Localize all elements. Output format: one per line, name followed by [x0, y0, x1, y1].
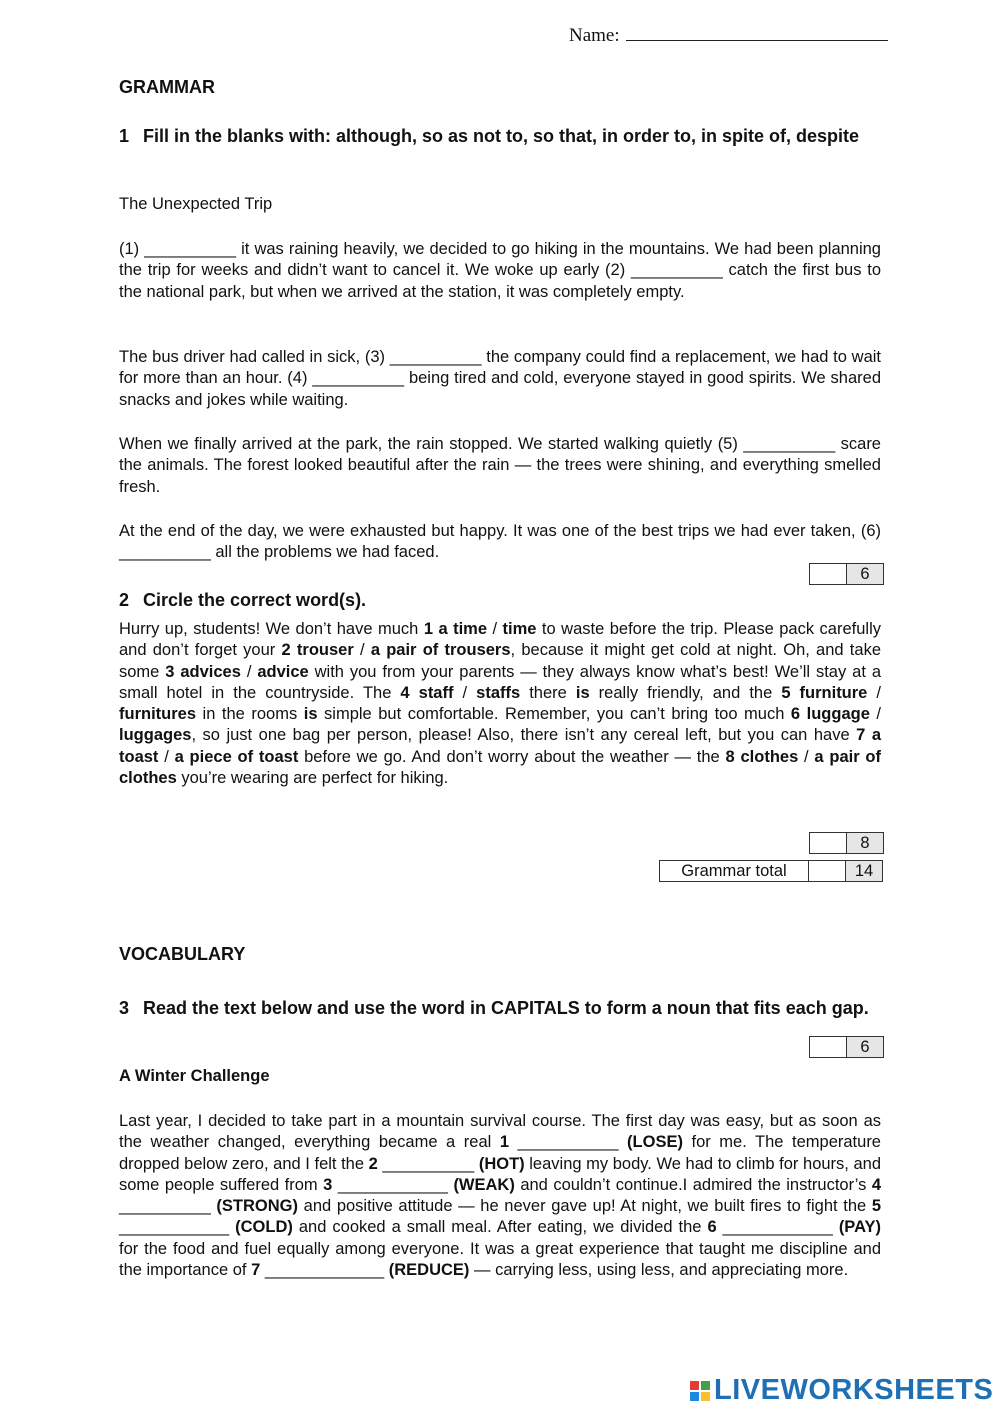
passage-text: / [869, 705, 882, 724]
task-number: 3 [119, 998, 130, 1018]
task-1-instruction [119, 124, 881, 149]
task-2-instruction [119, 588, 881, 613]
grammar-heading: GRAMMAR [119, 77, 215, 97]
task-2-score-box [809, 832, 884, 854]
option-6a[interactable]: 6 luggage [790, 705, 870, 724]
gap-number: 1 [499, 1133, 510, 1152]
paragraph-4: At the end of the day, we were exhausted but happy. It was one of the best trips we had ever taken, (6) __________ all the problems we had faced. [119, 522, 881, 562]
passage-text: to waste before the trip. Please pack carefully and don’t forget your [119, 620, 881, 660]
capital-word: (HOT) [478, 1154, 525, 1173]
story-title: A Winter Challenge [119, 1067, 270, 1085]
grammar-total-box [659, 860, 883, 882]
gap-1[interactable]: ___________ [509, 1133, 628, 1152]
passage-text: / [867, 683, 882, 702]
option-4a[interactable]: 4 staff [400, 683, 454, 702]
grammar-total-label: Grammar total [660, 861, 809, 881]
gap-2[interactable]: __________ [377, 1154, 479, 1173]
passage-text: there [520, 683, 576, 702]
gap-number: 3 [323, 1175, 333, 1194]
passage-text: leaving my body. We had to climb for hours, and some people suffered from [119, 1154, 882, 1194]
option-8a[interactable]: 8 clothes [725, 747, 799, 766]
passage-text: simple but comfortable. Remember, you can’t bring too much [317, 705, 791, 724]
task-text: Circle the correct word(s). [143, 590, 367, 610]
task-number: 1 [119, 126, 130, 146]
capital-word: (PAY) [838, 1218, 881, 1237]
passage-text: Hurry up, students! We don’t have much [119, 620, 424, 638]
option-5b[interactable]: furnitures [119, 705, 197, 724]
passage-text: with you from your parents — they always know what’s best! We’ll stay at a small hotel in the countryside. The [119, 662, 881, 702]
gap-number: 2 [368, 1154, 378, 1173]
gap-number: 4 [871, 1175, 881, 1194]
passage-text: / [158, 747, 175, 766]
passage-text: / [353, 641, 371, 660]
score-entry[interactable] [810, 833, 847, 853]
passage-text: / [798, 747, 815, 766]
passage-text: you’re wearing are perfect for hiking. [176, 769, 449, 788]
option-4b[interactable]: staffs [476, 683, 521, 702]
gap-3[interactable]: ____________ [332, 1175, 454, 1194]
logo-square [690, 1392, 699, 1401]
bold-word: is [575, 683, 590, 702]
gap-number: 6 [707, 1218, 717, 1237]
task-3-passage [119, 1111, 881, 1281]
option-1b[interactable]: time [502, 620, 537, 638]
name-label: Name: [569, 25, 620, 46]
passage-text: in the rooms [196, 705, 304, 724]
score-max: 14 [846, 861, 882, 881]
score-entry[interactable] [810, 564, 847, 584]
logo-square [701, 1381, 710, 1390]
score-max: 6 [847, 564, 883, 584]
task-3-score-box [809, 1036, 884, 1058]
passage-text: before we go. And don’t worry about the weather — the [298, 747, 726, 766]
passage-text: / [240, 662, 258, 681]
capital-word: (COLD) [235, 1218, 293, 1237]
name-blank-line[interactable] [626, 24, 888, 41]
gap-7[interactable]: _____________ [260, 1261, 389, 1280]
passage-text: , so just one bag per person, please! Also, there isn’t any cereal left, but you can have [191, 726, 857, 745]
option-3a[interactable]: 3 advices [165, 662, 241, 681]
brand-name: LIVEWORKSHEETS [714, 1374, 994, 1406]
gap-number: 5 [871, 1197, 881, 1216]
paragraph-3: When we finally arrived at the park, the rain stopped. We started walking quietly (5) __________ scare the animals. The forest looked beautiful after the rain — the trees were shining, and everything smelled fresh. [119, 435, 881, 496]
passage-text: / [487, 620, 503, 638]
passage-text: for me. The temperature dropped below zero, and I felt the [119, 1133, 881, 1173]
gap-6[interactable]: ____________ [716, 1218, 839, 1237]
option-5a[interactable]: 5 furniture [781, 683, 868, 702]
capital-word: (REDUCE) [388, 1261, 470, 1280]
logo-icon [690, 1381, 710, 1401]
liveworksheets-logo [690, 1374, 993, 1407]
paragraph-2: The bus driver had called in sick, (3) __________ the company could find a replacement, we had to wait for more than an hour. (4) __________ being tired and cold, everyone stayed in good spirits. We shared snacks and jokes while waiting. [119, 348, 881, 409]
logo-square [690, 1381, 699, 1390]
logo-square [701, 1392, 710, 1401]
name-field [569, 24, 888, 47]
passage-text: for the food and fuel equally among everyone. It was a great experience that taught me discipline and the importance of [119, 1239, 881, 1280]
passage-text: Last year, I decided to take part in a mountain survival course. The first day was easy, but as soon as the weather changed, everything became a real [119, 1112, 881, 1152]
option-6b[interactable]: luggages [119, 726, 192, 745]
score-entry[interactable] [809, 861, 846, 881]
score-entry[interactable] [810, 1037, 847, 1057]
task-text: Read the text below and use the word in CAPITALS to form a noun that fits each gap. [143, 998, 869, 1018]
passage-text: / [453, 683, 477, 702]
task-3-instruction [119, 996, 881, 1021]
task-text: Fill in the blanks with: although, so as not to, so that, in order to, in spite of, despite [143, 126, 860, 146]
bold-word: is [303, 705, 318, 724]
gap-4[interactable]: __________ [119, 1197, 217, 1216]
passage-text: , because it might get cold at night. Oh, and take some [119, 641, 881, 681]
passage-text: — carrying less, using less, and appreciating more. [469, 1261, 849, 1280]
passage-text: and positive attitude — he never gave up! At night, we built fires to fight the [298, 1197, 872, 1216]
task-number: 2 [119, 590, 130, 610]
capital-word: (LOSE) [627, 1133, 683, 1152]
story-title: The Unexpected Trip [119, 195, 273, 213]
passage-text: really friendly, and the [589, 683, 782, 702]
option-1a[interactable]: 1 a time [423, 620, 488, 638]
capital-word: (WEAK) [453, 1175, 515, 1194]
paragraph-1: (1) __________ it was raining heavily, we decided to go hiking in the mountains. We had been planning the trip for weeks and didn’t want to cancel it. We woke up early (2) __________ catch the first bus to the national park, but when we arrived at the station, it was completely empty. [119, 240, 881, 301]
option-7a[interactable]: 7 a toast [119, 726, 881, 766]
option-3b[interactable]: advice [257, 662, 309, 681]
option-8b[interactable]: a pair of clothes [119, 747, 882, 788]
option-7b[interactable]: a piece of toast [174, 747, 299, 766]
capital-word: (STRONG) [216, 1197, 298, 1216]
passage-text: and couldn’t continue.I admired the instructor’s [514, 1175, 872, 1194]
option-2a[interactable]: 2 trouser [281, 641, 354, 660]
gap-5[interactable]: ____________ [119, 1218, 236, 1237]
task-2-passage [119, 619, 881, 789]
option-2b[interactable]: a pair of trousers [370, 641, 511, 660]
gap-number: 7 [251, 1261, 261, 1280]
task-1-score-box [809, 563, 884, 585]
score-max: 6 [847, 1037, 883, 1057]
passage-text: and cooked a small meal. After eating, we divided the [292, 1218, 708, 1237]
vocabulary-heading: VOCABULARY [119, 944, 246, 964]
score-max: 8 [847, 833, 883, 853]
